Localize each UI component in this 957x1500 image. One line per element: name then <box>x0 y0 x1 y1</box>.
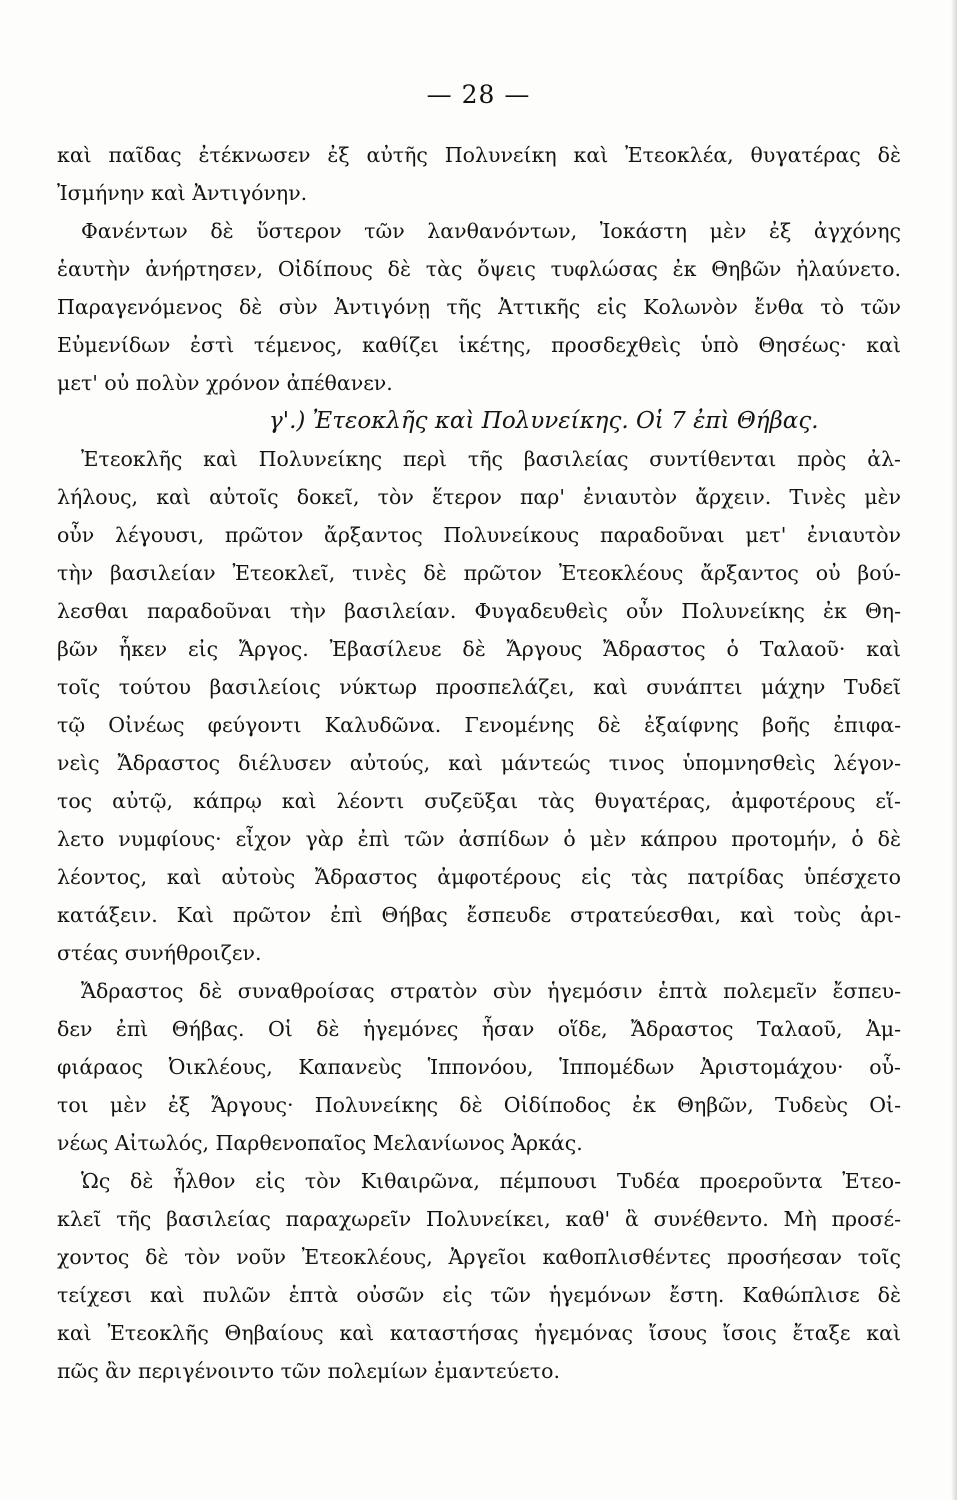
text-line: μετ' οὐ πολὺν χρόνον ἀπέθανεν. <box>57 371 393 395</box>
text-line: λεσθαι παραδοῦναι τὴν βασιλείαν. Φυγαδευθεὶς οὖν Πολυνείκης ἐκ Θη- <box>57 599 901 623</box>
text-line: βῶν ἧκεν εἰς Ἄργος. Ἐβασίλευε δὲ Ἄργους Ἄδραστος ὁ Ταλαοῦ· καὶ <box>57 637 901 661</box>
text-line: κατάξειν. Καὶ πρῶτον ἐπὶ Θήβας ἔσπευδε στρατεύεσθαι, καὶ τοὺς ἀρι- <box>57 903 901 927</box>
text-line: λήλους, καὶ αὐτοῖς δοκεῖ, τὸν ἕτερον παρ' ἐνιαυτὸν ἄρχειν. Τινὲς μὲν <box>57 485 901 509</box>
text-line: Ἰσμήνην καὶ Ἀντιγόνην. <box>57 181 308 205</box>
text-line: τοι μὲν ἐξ Ἄργους· Πολυνείκης δὲ Οἰδίποδος ἐκ Θηβῶν, Τυδεὺς Οἰ- <box>57 1093 901 1117</box>
text-line: λέοντος, καὶ αὐτοὺς Ἄδραστος ἀμφοτέρους εἰς τὰς πατρίδας ὑπέσχετο <box>57 865 901 889</box>
text-line: τοῖς τούτου βασιλείοις νύκτωρ προσπελάζει, καὶ συνάπτει μάχην Τυδεῖ <box>57 675 901 699</box>
text-line: καὶ Ἐτεοκλῆς Θηβαίους καὶ καταστήσας ἡγεμόνας ἴσους ἴσοις ἔταξε καὶ <box>57 1321 901 1345</box>
text-line: πῶς ἂν περιγένοιντο τῶν πολεμίων ἐμαντεύετο. <box>57 1359 560 1383</box>
page-number: — 28 — <box>426 80 531 109</box>
text-line: στέας συνήθροιζεν. <box>57 941 262 965</box>
text-line: Παραγενόμενος δὲ σὺν Ἀντιγόνῃ τῆς Ἀττικῆς εἰς Κολωνὸν ἔνθα τὸ τῶν <box>57 295 901 319</box>
text-line: τὴν βασιλείαν Ἐτεοκλεῖ, τινὲς δὲ πρῶτον Ἐτεοκλέους ἄρξαντος οὐ βού- <box>57 561 901 585</box>
text-line: χοντος δὲ τὸν νοῦν Ἐτεοκλέους, Ἀργεῖοι καθοπλισθέντες προσήεσαν τοῖς <box>57 1245 901 1269</box>
text-line: λετο νυμφίους· εἶχον γὰρ ἐπὶ τῶν ἀσπίδων ὁ μὲν κάπρου προτομήν, ὁ δὲ <box>57 827 901 851</box>
page-edge <box>951 0 957 1500</box>
text-line: κλεῖ τῆς βασιλείας παραχωρεῖν Πολυνείκει, καθ' ἃ συνέθεντο. Μὴ προσέ- <box>57 1207 901 1231</box>
text-line: δεν ἐπὶ Θήβας. Οἱ δὲ ἡγεμόνες ἦσαν οἵδε, Ἄδραστος Ταλαοῦ, Ἀμ- <box>57 1017 901 1041</box>
text-line: τείχεσι καὶ πυλῶν ἑπτὰ οὐσῶν εἰς τῶν ἡγεμόνων ἔστη. Καθώπλισε δὲ <box>57 1283 901 1307</box>
section-heading: γ'.) Ἐτεοκλῆς καὶ Πολυνείκης. Οἱ 7 ἐπὶ Θήβας. <box>269 408 819 434</box>
text-line: Εὐμενίδων ἐστὶ τέμενος, καθίζει ἱκέτης, προσδεχθεὶς ὑπὸ Θησέως· καὶ <box>57 333 901 357</box>
text-line: νεὶς Ἄδραστος διέλυσεν αὐτούς, καὶ μάντεώς τινος ὑπομνησθεὶς λέγον- <box>57 751 901 775</box>
body-text <box>57 136 901 1390</box>
text-line: οὖν λέγουσι, πρῶτον ἄρξαντος Πολυνείκους παραδοῦναι μετ' ἐνιαυτὸν <box>57 523 901 547</box>
text-line: ἑαυτὴν ἀνήρτησεν, Οἰδίπους δὲ τὰς ὄψεις τυφλώσας ἐκ Θηβῶν ἠλαύνετο. <box>57 257 901 281</box>
text-line: Φανέντων δὲ ὕστερον τῶν λανθανόντων, Ἰοκάστη μὲν ἐξ ἀγχόνης <box>81 219 901 243</box>
text-line: τος αὐτῷ, κάπρῳ καὶ λέοντι συζεῦξαι τὰς θυγατέρας, ἀμφοτέρους εἵ- <box>57 789 901 813</box>
text-line: καὶ παῖδας ἐτέκνωσεν ἐξ αὐτῆς Πολυνείκη καὶ Ἐτεοκλέα, θυγατέρας δὲ <box>57 143 901 167</box>
text-line: Ἄδραστος δὲ συναθροίσας στρατὸν σὺν ἡγεμόσιν ἑπτὰ πολεμεῖν ἔσπευ- <box>81 979 901 1003</box>
text-line: τῷ Οἰνέως φεύγοντι Καλυδῶνα. Γενομένης δὲ ἐξαίφνης βοῆς ἐπιφα- <box>57 713 901 737</box>
text-line: Ὡς δὲ ἦλθον εἰς τὸν Κιθαιρῶνα, πέμπουσι Τυδέα προεροῦντα Ἐτεο- <box>81 1169 901 1193</box>
text-line: φιάραος Ὀικλέους, Καπανεὺς Ἱππονόου, Ἱππομέδων Ἀριστομάχου· οὗ- <box>57 1055 901 1079</box>
text-line: Ἐτεοκλῆς καὶ Πολυνείκης περὶ τῆς βασιλείας συντίθενται πρὸς ἀλ- <box>81 447 901 471</box>
text-line: νέως Αἰτωλός, Παρθενοπαῖος Μελανίωνος Ἀρκάς. <box>57 1131 583 1155</box>
